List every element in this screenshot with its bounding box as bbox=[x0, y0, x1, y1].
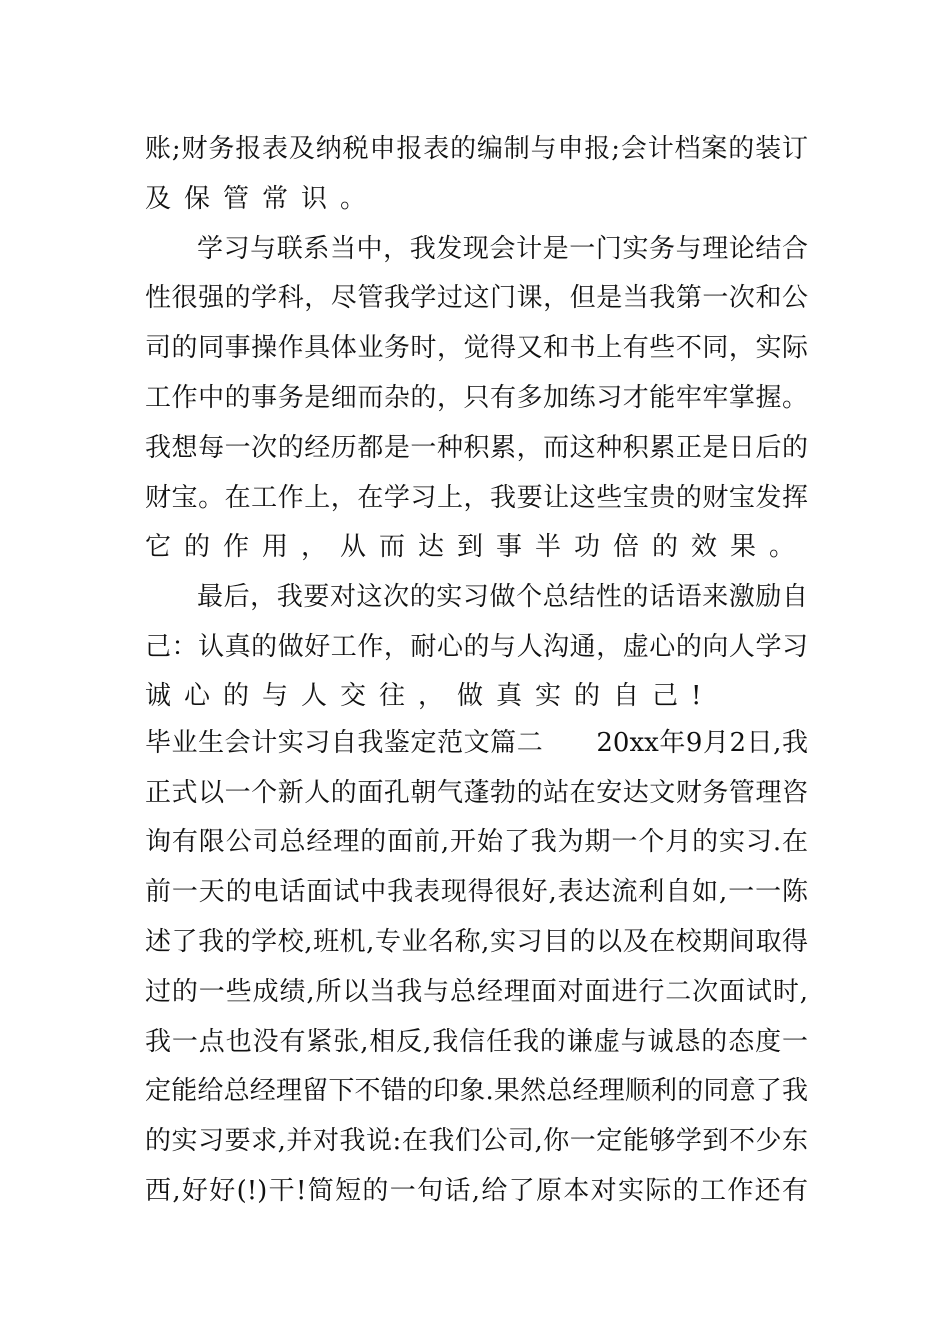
section-heading-line: 毕业生会计实习自我鉴定范文篇二 20xx年9月2日,我 bbox=[145, 727, 808, 758]
text-line: 的实习要求,并对我说:在我们公司,你一定能够学到不少东 bbox=[145, 1126, 808, 1157]
paragraph-start-line: 最后，我要对这次的实习做个总结性的话语来激励自 bbox=[197, 582, 808, 613]
text-line: 我想每一次的经历都是一种积累，而这种积累正是日后的 bbox=[145, 432, 808, 463]
text-line: 述了我的学校,班机,专业名称,实习目的以及在校期间取得 bbox=[145, 926, 808, 957]
text-line: 账;财务报表及纳税申报表的编制与申报;会计档案的装订 bbox=[145, 134, 808, 164]
text-line: 财宝。在工作上，在学习上，我要让这些宝贵的财宝发挥 bbox=[145, 482, 808, 513]
document-page bbox=[145, 125, 808, 1217]
text-line: 西,好好(!)干!简短的一句话,给了原本对实际的工作还有 bbox=[145, 1175, 808, 1206]
text-line: 它的作用，从而达到事半功倍的效果。 bbox=[145, 532, 808, 563]
text-line: 询有限公司总经理的面前,开始了我为期一个月的实习.在 bbox=[145, 827, 808, 858]
text-line: 司的同事操作具体业务时，觉得又和书上有些不同，实际 bbox=[145, 333, 808, 364]
text-line: 我一点也没有紧张,相反,我信任我的谦虚与诚恳的态度一 bbox=[145, 1026, 808, 1057]
text-line: 定能给总经理留下不错的印象.果然总经理顺利的同意了我 bbox=[145, 1076, 808, 1107]
text-line: 工作中的事务是细而杂的，只有多加练习才能牢牢掌握。 bbox=[145, 382, 808, 413]
text-line: 正式以一个新人的面孔朝气蓬勃的站在安达文财务管理咨 bbox=[145, 777, 808, 808]
text-line: 己：认真的做好工作，耐心的与人沟通，虚心的向人学习 bbox=[145, 631, 808, 662]
text-line: 及保管常识。 bbox=[145, 183, 380, 214]
text-line: 前一天的电话面试中我表现得很好,表达流利自如,一一陈 bbox=[145, 877, 808, 908]
paragraph-start-line: 学习与联系当中，我发现会计是一门实务与理论结合 bbox=[197, 233, 808, 264]
text-line: 诚心的与人交往，做真实的自己! bbox=[145, 680, 715, 711]
text-line: 过的一些成绩,所以当我与总经理面对面进行二次面试时, bbox=[145, 976, 808, 1007]
text-line: 性很强的学科，尽管我学过这门课，但是当我第一次和公 bbox=[145, 283, 808, 314]
